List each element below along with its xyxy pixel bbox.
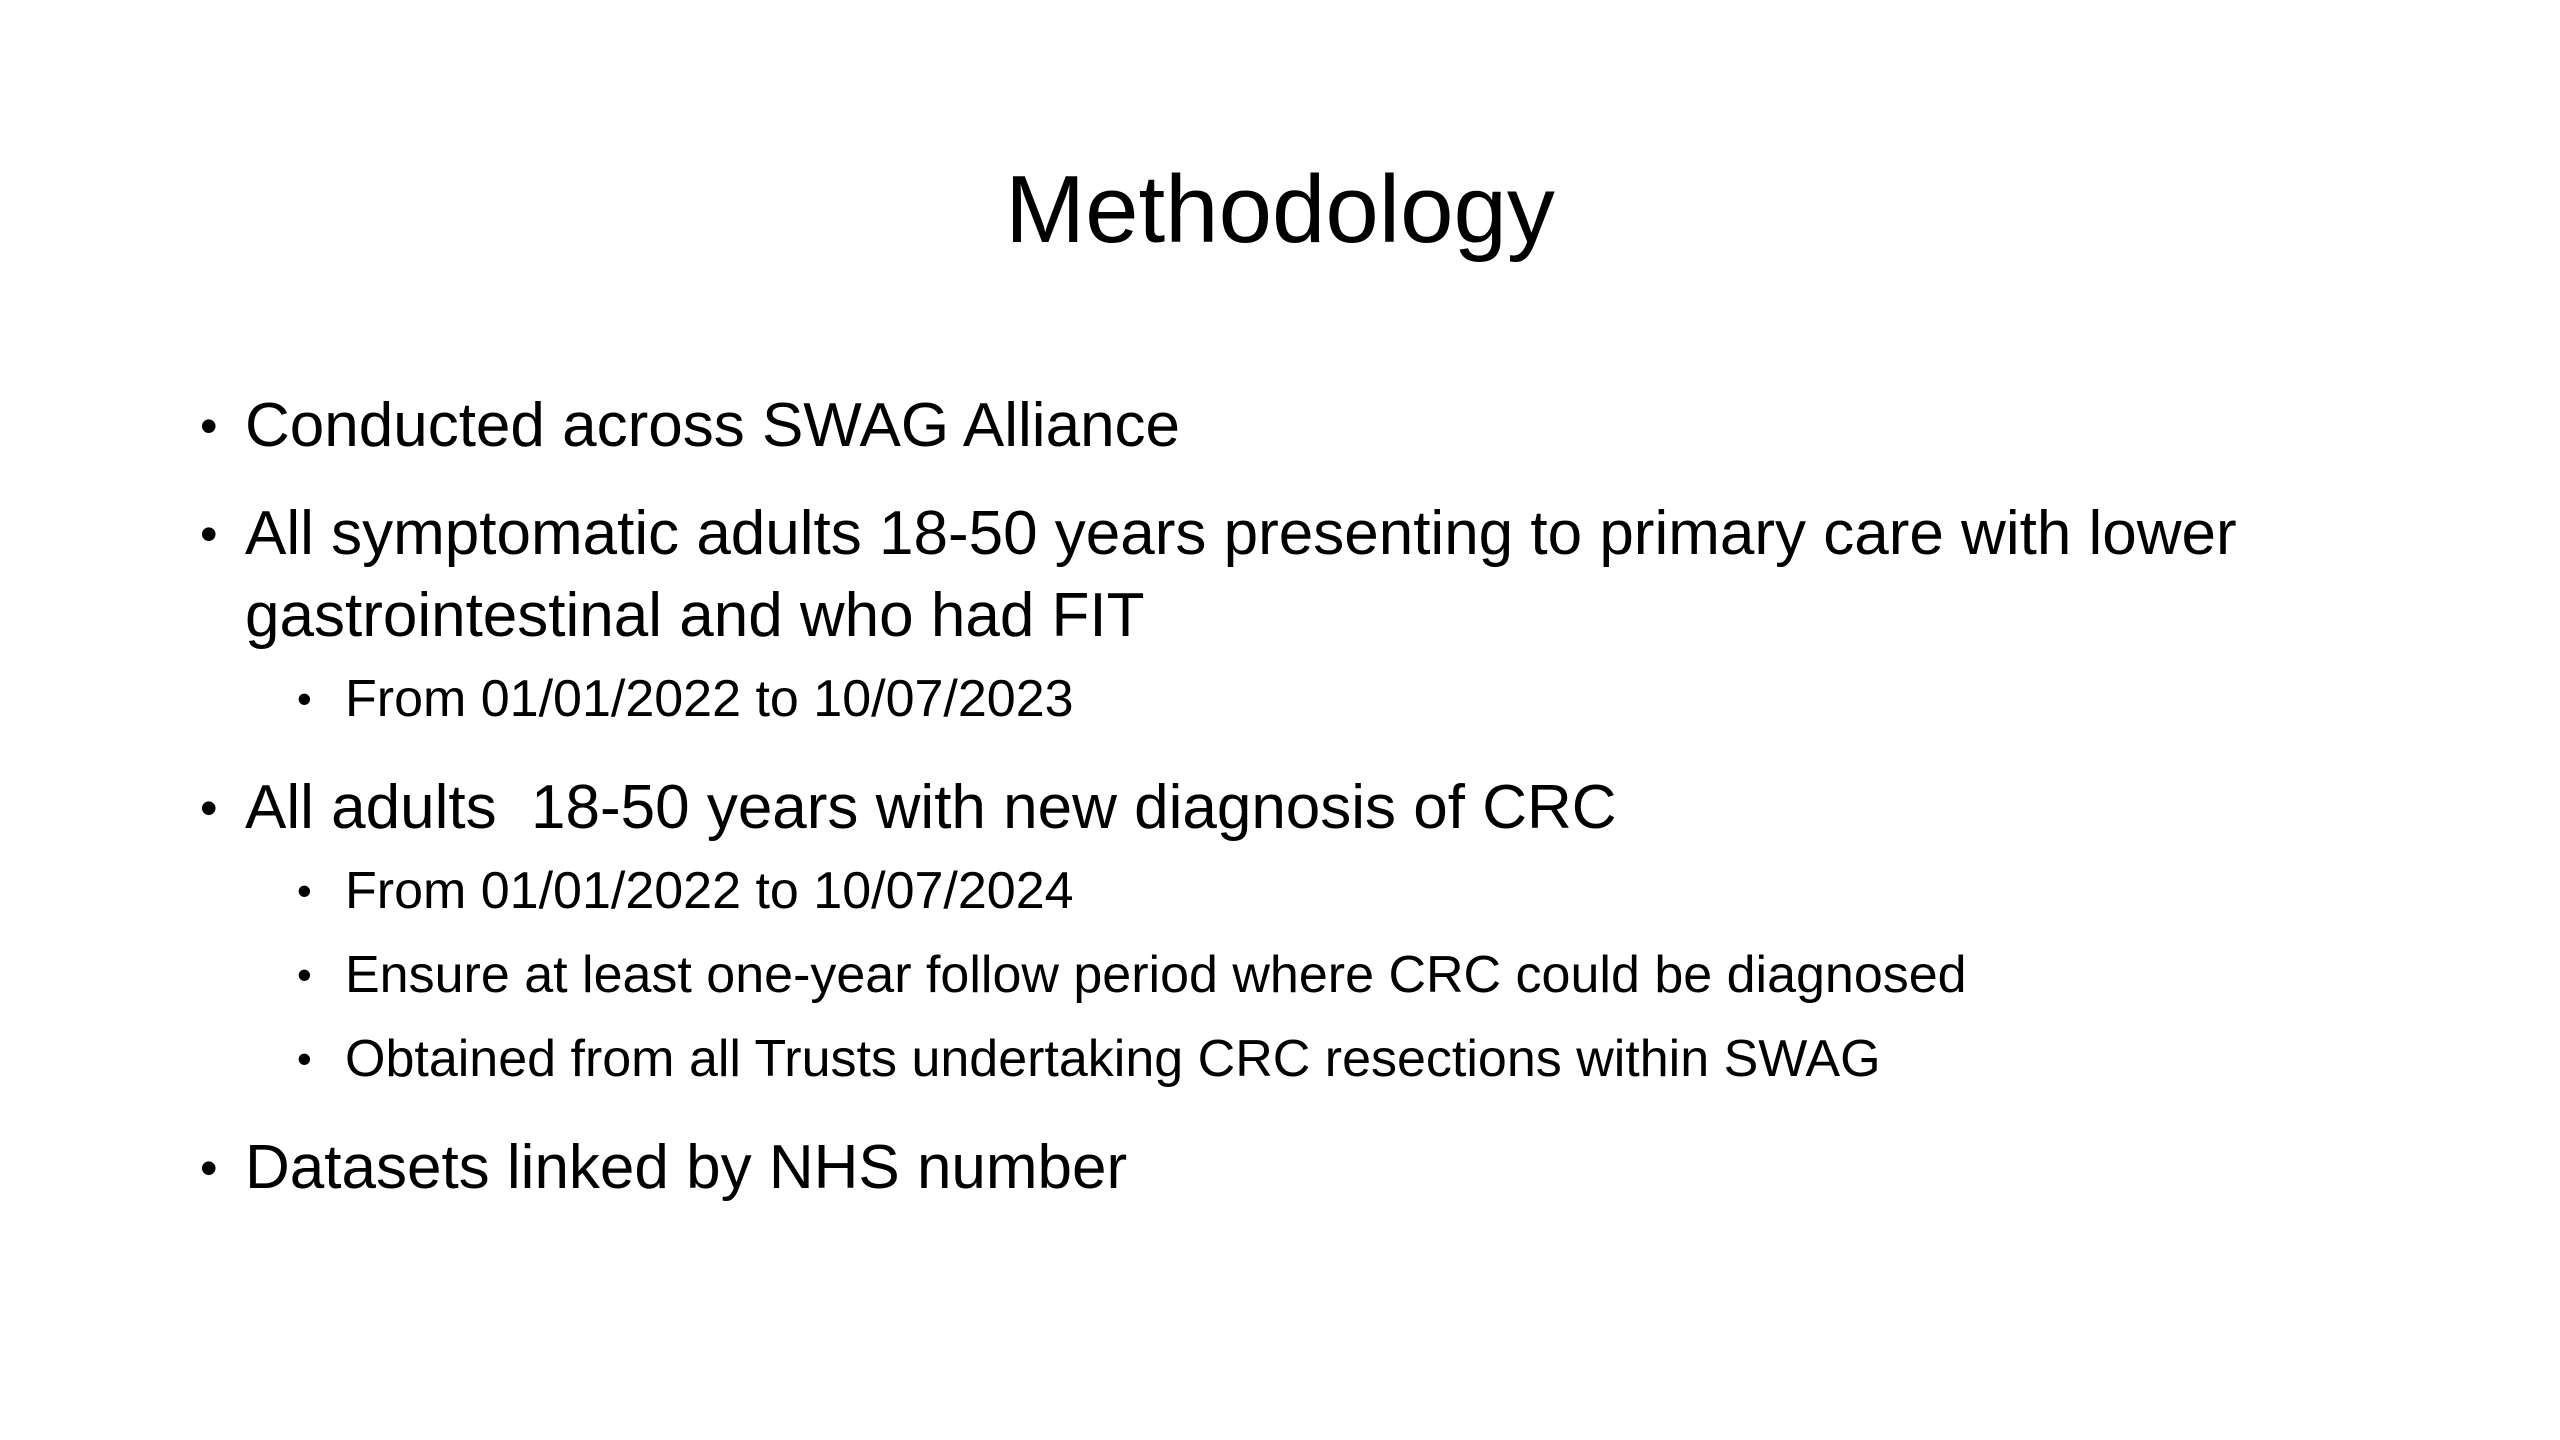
sub-bullet-text: Ensure at least one-year follow period where CRC could be diagnosed <box>345 946 1967 1004</box>
sub-bullet-text: From 01/01/2022 to 10/07/2023 <box>345 670 1074 728</box>
bullet-text: All symptomatic adults 18-50 years presenting to primary care with lower gastrointestinal and who had FIT <box>245 499 2237 650</box>
bullet-text: Datasets linked by NHS number <box>245 1133 1128 1202</box>
sub-bullet-item <box>200 1017 2420 1101</box>
bullet-icon: • <box>200 398 218 454</box>
sub-bullet-item <box>200 933 2420 1017</box>
bullet-text: All adults 18-50 years with new diagnosis of CRC <box>245 773 1617 842</box>
bullet-icon: • <box>200 780 218 836</box>
bullet-icon: • <box>200 1140 218 1196</box>
bullet-item <box>200 767 2420 849</box>
bullet-list <box>200 385 2420 1209</box>
sub-bullet-icon: • <box>297 1035 312 1082</box>
bullet-item <box>200 385 2420 467</box>
sub-bullet-icon: • <box>297 951 312 998</box>
sub-bullet-item <box>200 849 2420 933</box>
sub-bullet-text: From 01/01/2022 to 10/07/2024 <box>345 862 1074 920</box>
sub-bullet-icon: • <box>297 867 312 914</box>
bullet-item <box>200 1127 2420 1209</box>
bullet-text: Conducted across SWAG Alliance <box>245 391 1181 460</box>
sub-bullet-item <box>200 657 2420 741</box>
sub-bullet-text: Obtained from all Trusts undertaking CRC resections within SWAG <box>345 1030 1881 1088</box>
slide-title: Methodology <box>1005 156 1555 263</box>
sub-bullet-icon: • <box>297 675 312 722</box>
bullet-item <box>200 493 2420 657</box>
bullet-icon: • <box>200 506 218 562</box>
